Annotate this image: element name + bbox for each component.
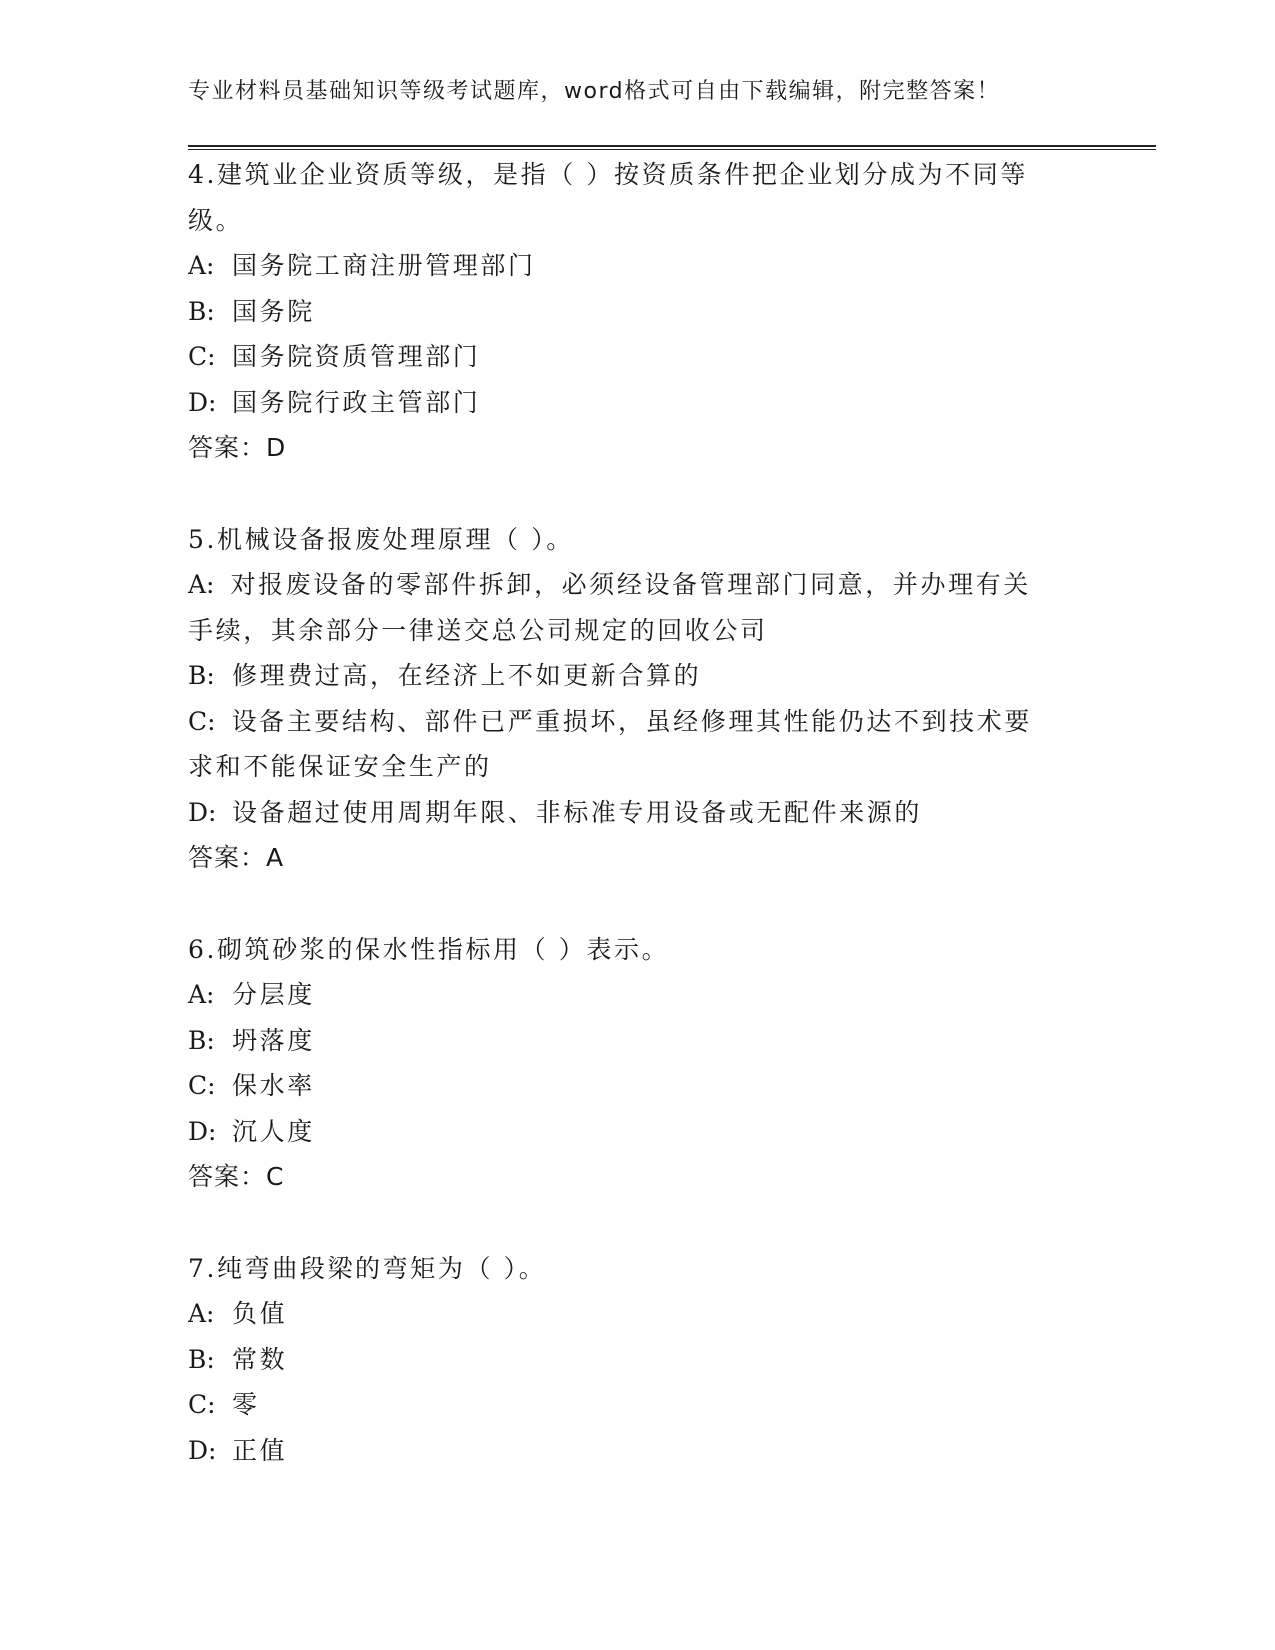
option-text: 保水率 bbox=[232, 1071, 315, 1100]
option-label: B: bbox=[188, 1025, 215, 1055]
option-d bbox=[188, 380, 1088, 426]
question-stem: 4.建筑业企业资质等级，是指（ ）按资质条件把企业划分成为不同等级。 bbox=[188, 160, 1029, 235]
option-d bbox=[188, 1109, 1088, 1155]
option-label: B: bbox=[188, 296, 215, 326]
question-stem: 6.砌筑砂浆的保水性指标用（ ）表示。 bbox=[188, 934, 670, 964]
option-text: 国务院行政主管部门 bbox=[232, 387, 481, 417]
option-b bbox=[188, 289, 1088, 335]
option-a bbox=[188, 1291, 1088, 1337]
option-text: 国务院工商注册管理部门 bbox=[232, 251, 536, 280]
option-text: 零 bbox=[232, 1390, 260, 1419]
option-label: A: bbox=[188, 1299, 215, 1328]
option-text: 对报废设备的零部件拆卸，必须经设备管理部门同意，并办理有关手续，其余部分一律送交总公司规定的回收公司 bbox=[188, 570, 1031, 645]
answer-line: 答案：C bbox=[188, 1162, 285, 1191]
option-c bbox=[188, 1382, 1088, 1428]
option-b bbox=[188, 1018, 1088, 1064]
question-6 bbox=[188, 927, 1088, 1200]
option-text: 负值 bbox=[232, 1299, 288, 1328]
question-4 bbox=[188, 152, 1088, 471]
header-divider bbox=[188, 145, 1156, 150]
option-label: A: bbox=[188, 980, 215, 1009]
option-label: C: bbox=[188, 342, 216, 371]
option-text: 沉人度 bbox=[232, 1116, 315, 1146]
option-label: B: bbox=[188, 661, 215, 690]
option-c bbox=[188, 334, 1088, 380]
option-label: D: bbox=[188, 1116, 217, 1146]
option-text: 分层度 bbox=[232, 980, 315, 1009]
page-header: 专业材料员基础知识等级考试题库，word格式可自由下载编辑，附完整答案！ bbox=[188, 79, 1001, 104]
option-d bbox=[188, 790, 1088, 836]
option-label: A: bbox=[188, 251, 215, 280]
option-label: C: bbox=[188, 1390, 216, 1419]
question-stem: 7.纯弯曲段梁的弯矩为（ ）。 bbox=[188, 1253, 547, 1283]
option-label: B: bbox=[188, 1344, 215, 1374]
question-stem: 5.机械设备报废处理原理（ ）。 bbox=[188, 524, 574, 554]
option-label: C: bbox=[188, 1071, 216, 1100]
option-a bbox=[188, 972, 1088, 1018]
answer-line: 答案：D bbox=[188, 433, 287, 462]
option-b bbox=[188, 1337, 1088, 1383]
question-5 bbox=[188, 517, 1088, 881]
option-label: D: bbox=[188, 1435, 217, 1465]
option-label: D: bbox=[188, 387, 217, 417]
option-text: 常数 bbox=[232, 1344, 288, 1374]
option-a bbox=[188, 243, 1088, 289]
answer-line: 答案：A bbox=[188, 843, 285, 872]
question-7 bbox=[188, 1246, 1088, 1474]
option-d bbox=[188, 1428, 1088, 1474]
option-text: 设备主要结构、部件已严重损坏，虽经修理其性能仍达不到技术要求和不能保证安全生产的 bbox=[188, 706, 1032, 781]
option-text: 设备超过使用周期年限、非标准专用设备或无配件来源的 bbox=[232, 797, 923, 827]
option-text: 正值 bbox=[232, 1435, 288, 1465]
option-label: D: bbox=[188, 797, 217, 827]
option-text: 修理费过高，在经济上不如更新合算的 bbox=[232, 661, 702, 690]
question-list bbox=[188, 152, 1088, 1519]
option-c bbox=[188, 699, 1048, 790]
option-c bbox=[188, 1063, 1088, 1109]
option-text: 坍落度 bbox=[232, 1025, 315, 1055]
option-b bbox=[188, 653, 1088, 699]
option-text: 国务院资质管理部门 bbox=[232, 342, 481, 371]
option-label: C: bbox=[188, 706, 216, 736]
option-text: 国务院 bbox=[232, 296, 315, 326]
option-a bbox=[188, 562, 1048, 653]
option-label: A: bbox=[188, 570, 215, 599]
